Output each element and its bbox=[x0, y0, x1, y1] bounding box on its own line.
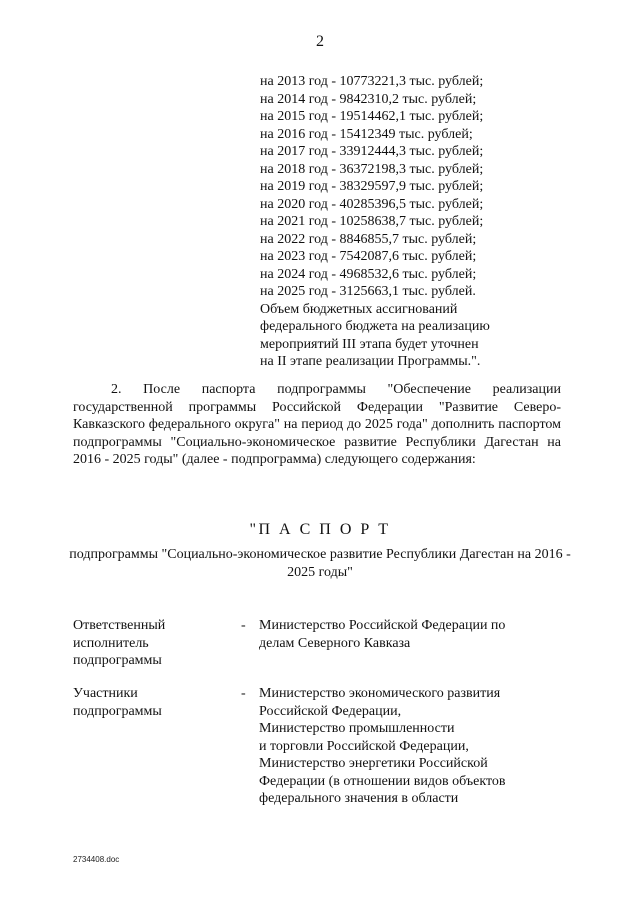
budget-line-2017: на 2017 год - 33912444,3 тыс. рублей; bbox=[260, 144, 484, 159]
value-line: федерального значения в области bbox=[259, 791, 459, 806]
value-line: Министерство энергетики Российской bbox=[259, 756, 488, 771]
budget-line-2021: на 2021 год - 10258638,7 тыс. рублей; bbox=[260, 214, 484, 229]
row-value bbox=[259, 685, 549, 808]
value-line: Министерство экономического развития bbox=[259, 686, 501, 701]
budget-line-2014: на 2014 год - 9842310,2 тыс. рублей; bbox=[260, 91, 477, 107]
budget-line-2018: на 2018 год - 36372198,3 тыс. рублей; bbox=[260, 161, 484, 177]
value-line: и торговли Российской Федерации, bbox=[259, 738, 469, 754]
row-dash: - bbox=[241, 686, 246, 701]
value-line: Министерство промышленности bbox=[259, 721, 455, 736]
footer-file-name: 2734408.doc bbox=[73, 855, 120, 864]
budget-allocation-list bbox=[260, 73, 490, 371]
budget-line-2023: на 2023 год - 7542087,6 тыс. рублей; bbox=[260, 249, 477, 264]
page-number: 2 bbox=[316, 33, 324, 50]
row-value bbox=[259, 617, 549, 652]
passport-title: "П А С П О Р Т bbox=[249, 521, 391, 538]
budget-line-2022: на 2022 год - 8846855,7 тыс. рублей; bbox=[260, 231, 477, 247]
budget-line-2016: на 2016 год - 15412349 тыс. рублей; bbox=[260, 126, 473, 142]
budget-line-2013: на 2013 год - 10773221,3 тыс. рублей; bbox=[260, 74, 484, 89]
amendment-text: 2. После паспорта подпрограммы "Обеспечение реализации государственной программы Российской Федерации "Развитие Северо-Кавказского федерального округа" на период до 2025 года" дополнить паспортом подпрограммы "Социально-экономическое развитие Республики Дагестан на 2016 - 2025 годы" (далее - подпрограмма) следующего содержания: bbox=[73, 382, 561, 467]
budget-line-2020: на 2020 год - 40285396,5 тыс. рублей; bbox=[260, 196, 484, 212]
label-line: Ответственный bbox=[73, 618, 166, 633]
value-line: Министерство Российской Федерации по bbox=[259, 618, 506, 633]
label-line: исполнитель bbox=[73, 635, 149, 651]
label-line: подпрограммы bbox=[73, 653, 162, 668]
passport-subtitle: подпрограммы "Социально-экономическое развитие Республики Дагестан на 2016 - 2025 годы" bbox=[69, 547, 571, 580]
value-line: делам Северного Кавказа bbox=[259, 635, 411, 651]
value-line: Федерации (в отношении видов объектов bbox=[259, 773, 506, 789]
value-line: Российской Федерации, bbox=[259, 703, 402, 719]
budget-line-2024: на 2024 год - 4968532,6 тыс. рублей; bbox=[260, 266, 477, 282]
budget-note-line: мероприятий III этапа будет уточнен bbox=[260, 336, 479, 352]
row-label bbox=[73, 617, 223, 670]
amendment-paragraph bbox=[73, 381, 561, 469]
budget-line-2025: на 2025 год - 3125663,1 тыс. рублей. bbox=[260, 284, 476, 299]
label-line: Участники bbox=[73, 686, 138, 701]
label-line: подпрограммы bbox=[73, 703, 162, 719]
budget-note-line: на II этапе реализации Программы.". bbox=[260, 354, 481, 369]
budget-note-line: Объем бюджетных ассигнований bbox=[260, 301, 458, 317]
budget-line-2019: на 2019 год - 38329597,9 тыс. рублей; bbox=[260, 179, 484, 194]
budget-note-line: федерального бюджета на реализацию bbox=[260, 319, 490, 334]
row-label bbox=[73, 685, 223, 720]
budget-line-2015: на 2015 год - 19514462,1 тыс. рублей; bbox=[260, 109, 484, 124]
row-dash: - bbox=[241, 618, 246, 633]
